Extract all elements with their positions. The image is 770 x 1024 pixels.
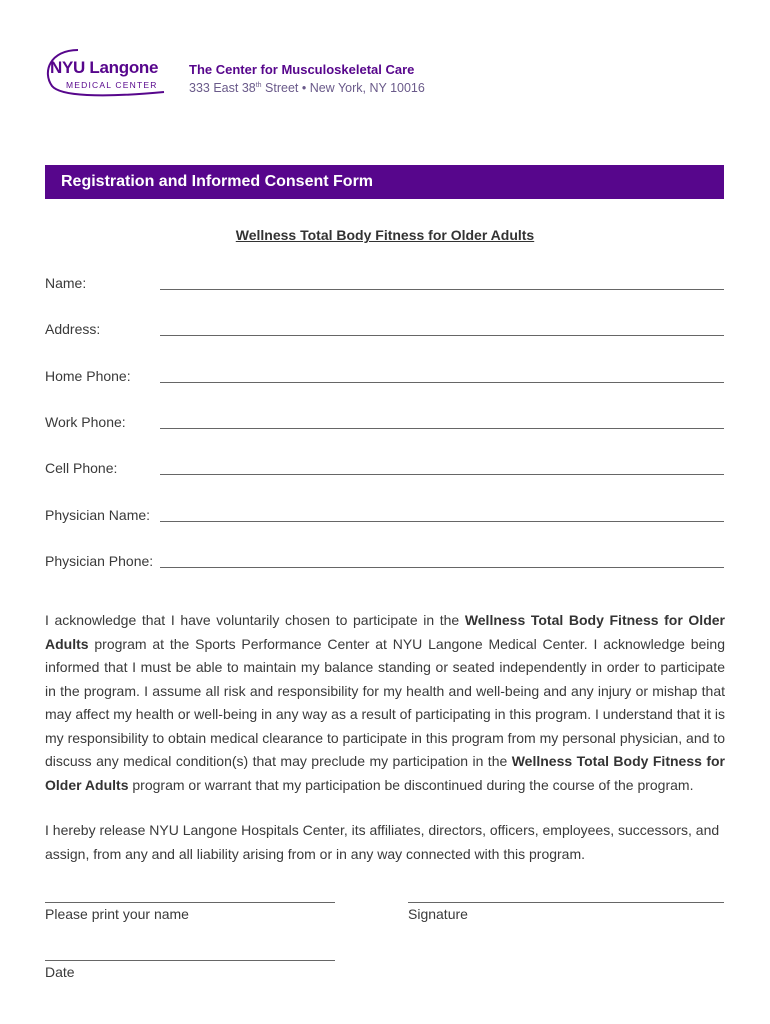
- form-title: Registration and Informed Consent Form: [61, 173, 374, 190]
- physician-phone-field[interactable]: [160, 567, 724, 568]
- program-title: Wellness Total Body Fitness for Older Adults: [235, 227, 535, 243]
- signature-label: Signature: [408, 906, 468, 922]
- work-phone-label: Work Phone:: [45, 414, 126, 430]
- work-phone-field[interactable]: [160, 428, 724, 429]
- release-paragraph: I hereby release NYU Langone Hospitals Center, its affiliates, directors, officers, employees, successors, and assign, from any and all liability arising from or in any way connected with this program.: [45, 822, 720, 862]
- print-name-label: Please print your name: [45, 906, 189, 922]
- logo-text: NYU Langone: [50, 58, 159, 77]
- address-field[interactable]: [160, 335, 724, 336]
- form-title-banner: [45, 165, 724, 199]
- signature-field[interactable]: [408, 902, 724, 903]
- home-phone-label: Home Phone:: [45, 368, 131, 384]
- name-label: Name:: [45, 275, 87, 291]
- logo-subtext: MEDICAL CENTER: [66, 80, 158, 90]
- name-field[interactable]: [160, 289, 724, 290]
- cell-phone-label: Cell Phone:: [45, 460, 118, 476]
- home-phone-field[interactable]: [160, 382, 724, 383]
- print-name-field[interactable]: [45, 902, 335, 903]
- cell-phone-field[interactable]: [160, 474, 724, 475]
- center-name: The Center for Musculoskeletal Care: [189, 62, 415, 77]
- address-label: Address:: [45, 321, 101, 337]
- nyu-langone-logo: [40, 42, 170, 98]
- center-address: 333 East 38th Street • New York, NY 10016: [189, 81, 425, 95]
- date-label: Date: [45, 964, 75, 980]
- physician-name-label: Physician Name:: [45, 507, 151, 523]
- date-field[interactable]: [45, 960, 335, 961]
- physician-name-field[interactable]: [160, 521, 724, 522]
- consent-paragraph: I acknowledge that I have voluntarily chosen to participate in the Wellness Total Body Fitness for Older Adults program at the Sports Performance Center at NYU Langone Medical Center. I acknowledge being informed that I must be able to maintain my balance standing or seated independently in order to participate in the program. I assume all risk and responsibility for my health and well-being and any injury or mishap that may affect my health or well-being in any way as a result of participating in this program. I understand that it is my responsibility to obtain medical clearance to participate in this program from my personal physician, and to discuss any medical condition(s) that may preclude my participation in the Wellness Total Body Fitness for Older Adults program or warrant that my participation be discontinued during the course of the program.: [45, 612, 725, 793]
- physician-phone-label: Physician Phone:: [45, 553, 154, 569]
